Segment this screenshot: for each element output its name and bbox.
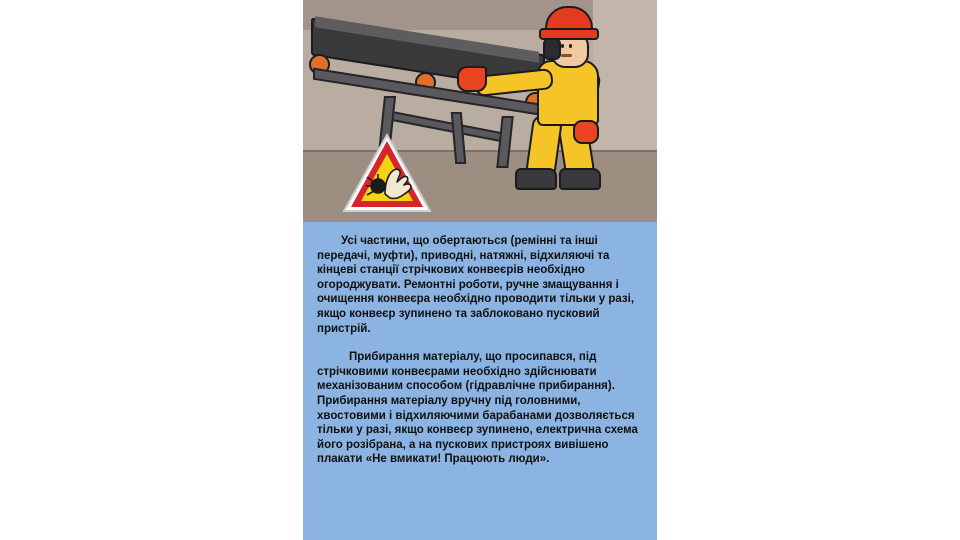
hand-entanglement-warning-sign [341, 132, 433, 216]
paragraph-spillage-cleanup: Прибирання матеріалу, що просипався, під стрічковими конвеєрами необхідно здійснювати механізованим способом (гідравлічне прибирання). Прибирання матеріалу вручну під головними, хвостовими і відхиляючими барабанами дозволяється тільки у разі, якщо конвеєр зупинено, електрична схема його розібрана, а на пускових пристроях вивішено плакати «Не вмикати! Працюють люди». [317, 351, 638, 466]
worker-mouth [561, 54, 572, 57]
paragraph-guarding-and-repair: Усі частини, що обертаються (ремінні та інші передачі, муфти), приводні, натяжні, відхиляючі та кінцеві станції стрічкових конвеєрів необхідно огороджувати. Ремонтні роботи, ручне змащування і очищення конвеєра необхідно проводити тільки у разі, якщо конвеєр зупинено та заблоковано пусковий пристрій. [317, 235, 635, 335]
conveyor-belt-safety-illustration [303, 0, 657, 222]
regulation-text-block [303, 222, 657, 481]
worker-figure [499, 4, 639, 204]
worker-glove [573, 120, 599, 144]
worker-glove [457, 66, 487, 92]
worker-boot [559, 168, 601, 190]
safety-helmet-brim [539, 28, 599, 40]
content-column [303, 0, 657, 540]
worker-eye [569, 44, 572, 48]
worker-eye [561, 44, 564, 48]
ear-protection-icon [543, 38, 561, 60]
worker-boot [515, 168, 557, 190]
